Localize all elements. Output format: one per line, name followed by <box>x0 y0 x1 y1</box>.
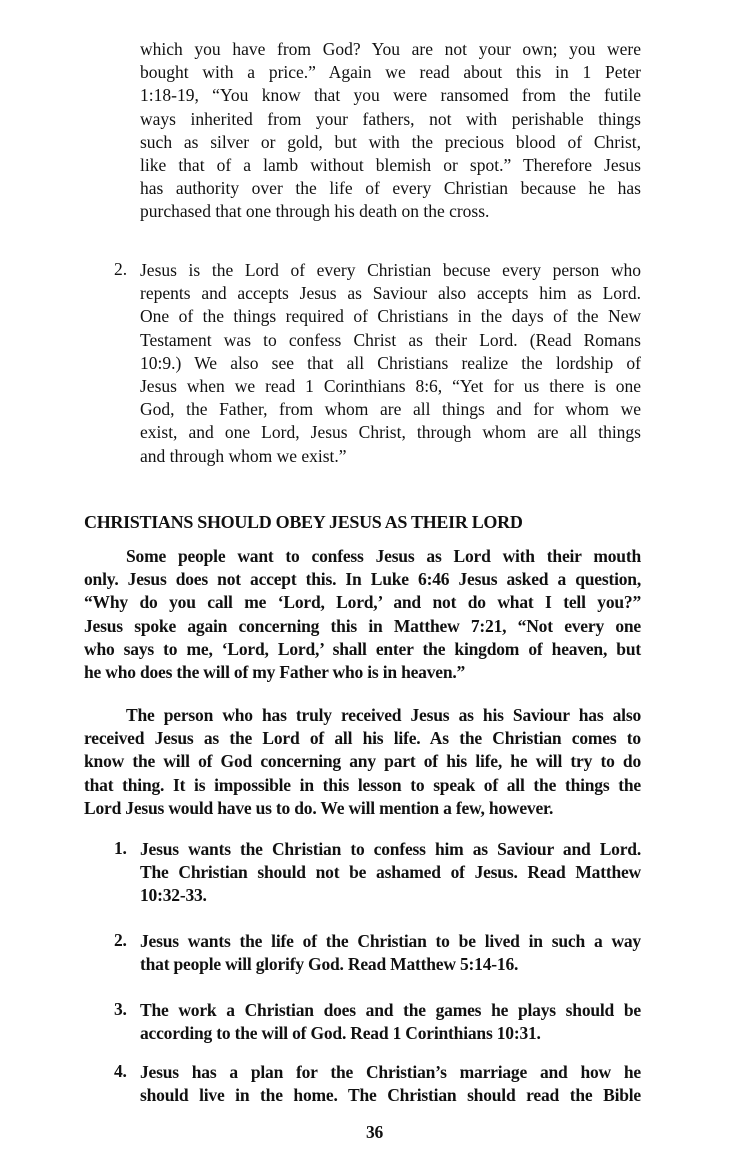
text-line: only. Jesus does not accept this. In Luke 6:46 Jesus asked a question, <box>84 569 641 590</box>
item-number: 4. <box>114 1061 127 1081</box>
text-line: who says to me, ‘Lord, Lord,’ shall enter the kingdom of heaven, but <box>84 638 641 659</box>
text-line: that thing. It is impossible in this lesson to speak of all the things the <box>84 774 641 795</box>
text-line: and through whom we exist.” <box>140 445 347 466</box>
text-line: repents and accepts Jesus as Saviour also accepts him as Lord. <box>140 283 641 304</box>
text-line: bought with a price.” Again we read about this in 1 Peter <box>140 62 641 83</box>
text-line: has authority over the life of every Christian because he has <box>140 178 641 199</box>
text-line: which you have from God? You are not your own; you were <box>140 39 641 59</box>
text-line: The work a Christian does and the games he plays should be <box>140 1000 641 1020</box>
item-number: 1. <box>114 838 127 858</box>
item-number: 3. <box>114 999 127 1019</box>
page-number: 36 <box>365 1122 384 1142</box>
text-line: The person who has truly received Jesus as his Saviour has also <box>126 705 641 725</box>
list-item <box>114 1061 641 1107</box>
paragraph-1 <box>84 545 641 684</box>
text-line: “Why do you call me ‘Lord, Lord,’ and not do what I tell you?” <box>84 592 641 613</box>
numbered-item-2-top <box>114 259 641 468</box>
text-line: 10:9.) We also see that all Christians realize the lordship of <box>140 352 641 373</box>
text-line: like that of a lamb without blemish or spot.” Therefore Jesus <box>140 154 641 175</box>
text-line: received Jesus as the Lord of all his life. As the Christian comes to <box>84 728 641 749</box>
text-line: purchased that one through his death on the cross. <box>140 201 490 222</box>
text-line: Lord Jesus would have us to do. We will mention a few, however. <box>84 797 554 818</box>
list-item <box>114 999 641 1045</box>
text-line: Jesus is the Lord of every Christian becuse every person who <box>140 260 641 280</box>
text-line: Testament was to confess Christ as their Lord. (Read Romans <box>140 329 641 350</box>
paragraph-2 <box>84 704 641 820</box>
text-line: Jesus when we read 1 Corinthians 8:6, “Yet for us there is one <box>140 375 641 396</box>
item-number: 2. <box>114 259 128 279</box>
text-line: 1:18-19, “You know that you were ransomed from the futile <box>140 85 641 106</box>
text-line: God, the Father, from whom are all things and for whom we <box>140 399 641 420</box>
continued-paragraph <box>140 38 641 224</box>
text-line: exist, and one Lord, Jesus Christ, through whom are all things <box>140 422 641 443</box>
text-line: he who does the will of my Father who is in heaven.” <box>84 661 466 682</box>
text-line: Jesus wants the life of the Christian to be lived in such a way <box>140 931 641 951</box>
text-line: that people will glorify God. Read Matthew 5:14-16. <box>140 954 519 975</box>
list-item <box>114 930 641 976</box>
text-line: 10:32-33. <box>140 885 207 906</box>
text-line: Jesus wants the Christian to confess him as Saviour and Lord. <box>140 839 641 859</box>
text-line: The Christian should not be ashamed of Jesus. Read Matthew <box>140 862 641 883</box>
text-line: Some people want to confess Jesus as Lord with their mouth <box>126 546 641 566</box>
item-number: 2. <box>114 930 127 950</box>
text-line: One of the things required of Christians in the days of the New <box>140 306 641 327</box>
section-heading: CHRISTIANS SHOULD OBEY JESUS AS THEIR LORD <box>84 512 523 532</box>
text-line: Jesus spoke again concerning this in Matthew 7:21, “Not every one <box>84 615 641 636</box>
text-line: ways inherited from your fathers, not with perishable things <box>140 108 641 129</box>
list-item <box>114 838 641 908</box>
text-line: such as silver or gold, but with the precious blood of Christ, <box>140 131 641 152</box>
text-line: according to the will of God. Read 1 Corinthians 10:31. <box>140 1023 541 1044</box>
text-line: know the will of God concerning any part of his life, he will try to do <box>84 751 641 772</box>
text-line: should live in the home. The Christian should read the Bible <box>140 1085 641 1106</box>
text-line: Jesus has a plan for the Christian’s marriage and how he <box>140 1062 641 1082</box>
